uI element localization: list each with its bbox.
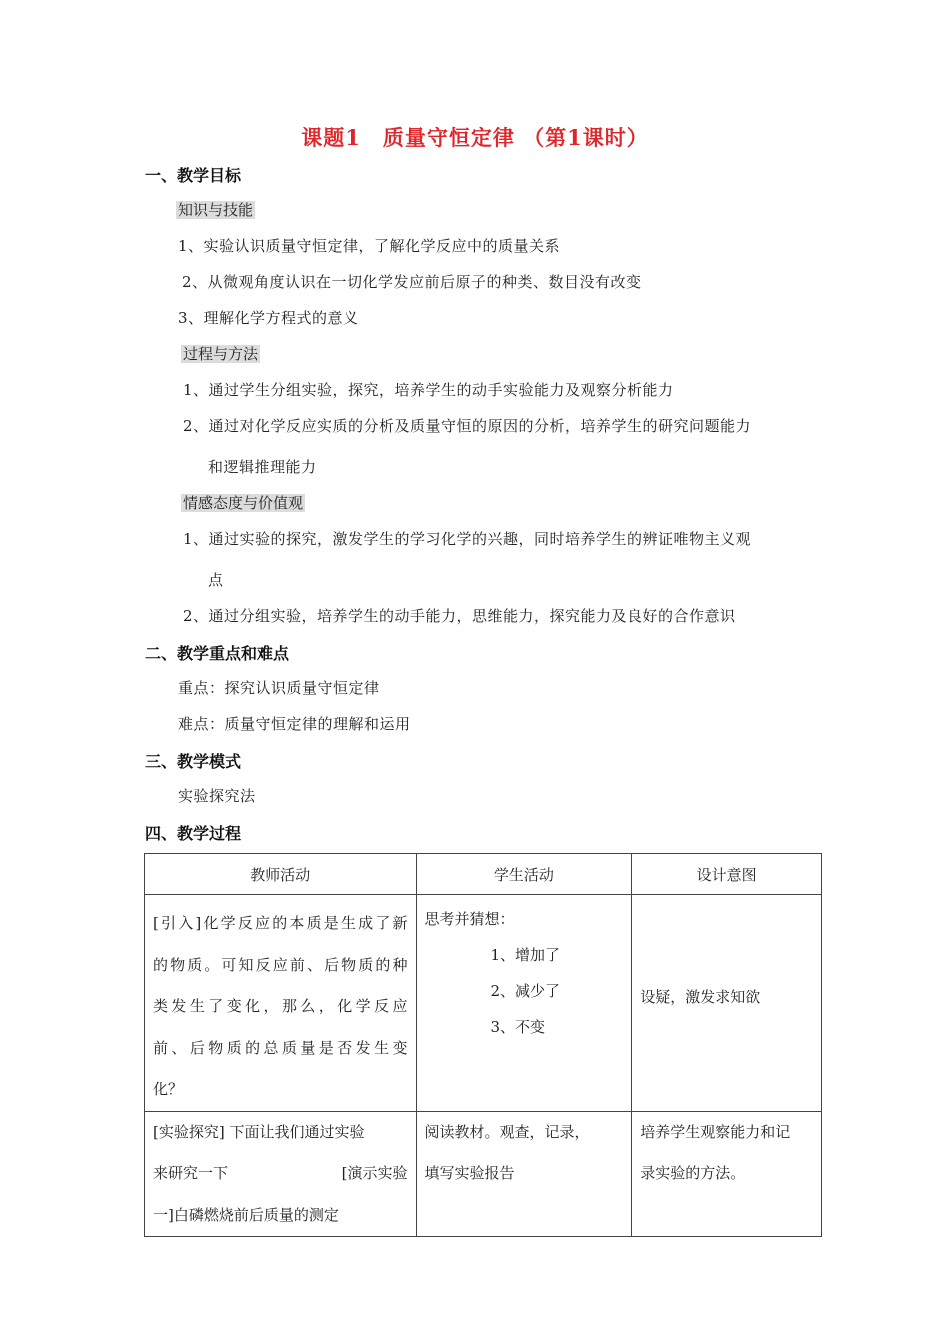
goal-item: 2、通过对化学反应实质的分析及质量守恒的原因的分析，培养学生的研究问题能力 — [183, 417, 752, 435]
goal-item-continued: 点 — [208, 571, 224, 589]
table-header-row — [145, 854, 822, 895]
student-activity: 阅读教材。观查，记录， 填写实验报告 — [424, 1122, 590, 1182]
goal-item: 1、通过学生分组实验，探究，培养学生的动手实验能力及观察分析能力 — [183, 381, 674, 399]
column-header: 设计意图 — [632, 854, 822, 895]
teaching-process-table — [144, 853, 822, 1237]
section-heading-mode: 三、教学模式 — [145, 752, 242, 771]
design-intent: 设疑，激发求知欲 — [640, 988, 761, 1007]
goal-item: 1、通过实验的探究，激发学生的学习化学的兴趣，同时培养学生的辨证唯物主义观 — [183, 530, 752, 548]
column-header: 学生活动 — [416, 854, 632, 895]
document-title: 课题1 质量守恒定律 （第1课时） — [301, 125, 649, 150]
difficult-point: 难点：质量守恒定律的理解和运用 — [178, 715, 411, 733]
goal-item: 3、理解化学方程式的意义 — [178, 309, 359, 327]
guess-option: 3、不变 — [490, 1018, 546, 1036]
student-activity: 思考并猜想： 1、增加了 2、减少了 3、不变 — [417, 895, 632, 1045]
guess-option: 1、增加了 — [490, 946, 561, 964]
key-point: 重点：探究认识质量守恒定律 — [178, 679, 380, 697]
teaching-mode: 实验探究法 — [178, 787, 256, 805]
design-intent: 培养学生观察能力和记 录实验的方法。 — [640, 1122, 791, 1182]
goal-item: 1、实验认识质量守恒定律，了解化学反应中的质量关系 — [178, 237, 561, 255]
column-header: 教师活动 — [145, 854, 417, 895]
section-heading-goals: 一、教学目标 — [145, 166, 242, 185]
section-heading-focus: 二、教学重点和难点 — [145, 644, 290, 663]
table-row — [145, 895, 822, 1112]
section-heading-process: 四、教学过程 — [145, 824, 242, 843]
table-row — [145, 1111, 822, 1237]
goal-item: 2、从微观角度认识在一切化学发应前后原子的种类、数目没有改变 — [182, 273, 642, 291]
goal-item-continued: 和逻辑推理能力 — [208, 458, 317, 476]
teacher-activity: [引入]化学反应的本质是生成了新 的物质。可知反应前、后物质的种 类发生了变化，那么，化学反应 前、后物质的总质量是否发生变 化？ — [153, 914, 408, 1098]
guess-option: 2、减少了 — [490, 982, 561, 1000]
subheading-emotion-values: 情感态度与价值观 — [183, 494, 304, 512]
subheading-knowledge-skills: 知识与技能 — [178, 201, 254, 219]
subheading-process-methods: 过程与方法 — [183, 345, 259, 363]
teacher-activity: [实验探究] 下面让我们通过实验 来研究一下 [演示实验 一]白磷燃烧前后质量的测定 — [153, 1122, 408, 1224]
goal-item: 2、通过分组实验，培养学生的动手能力，思维能力，探究能力及良好的合作意识 — [183, 607, 736, 625]
